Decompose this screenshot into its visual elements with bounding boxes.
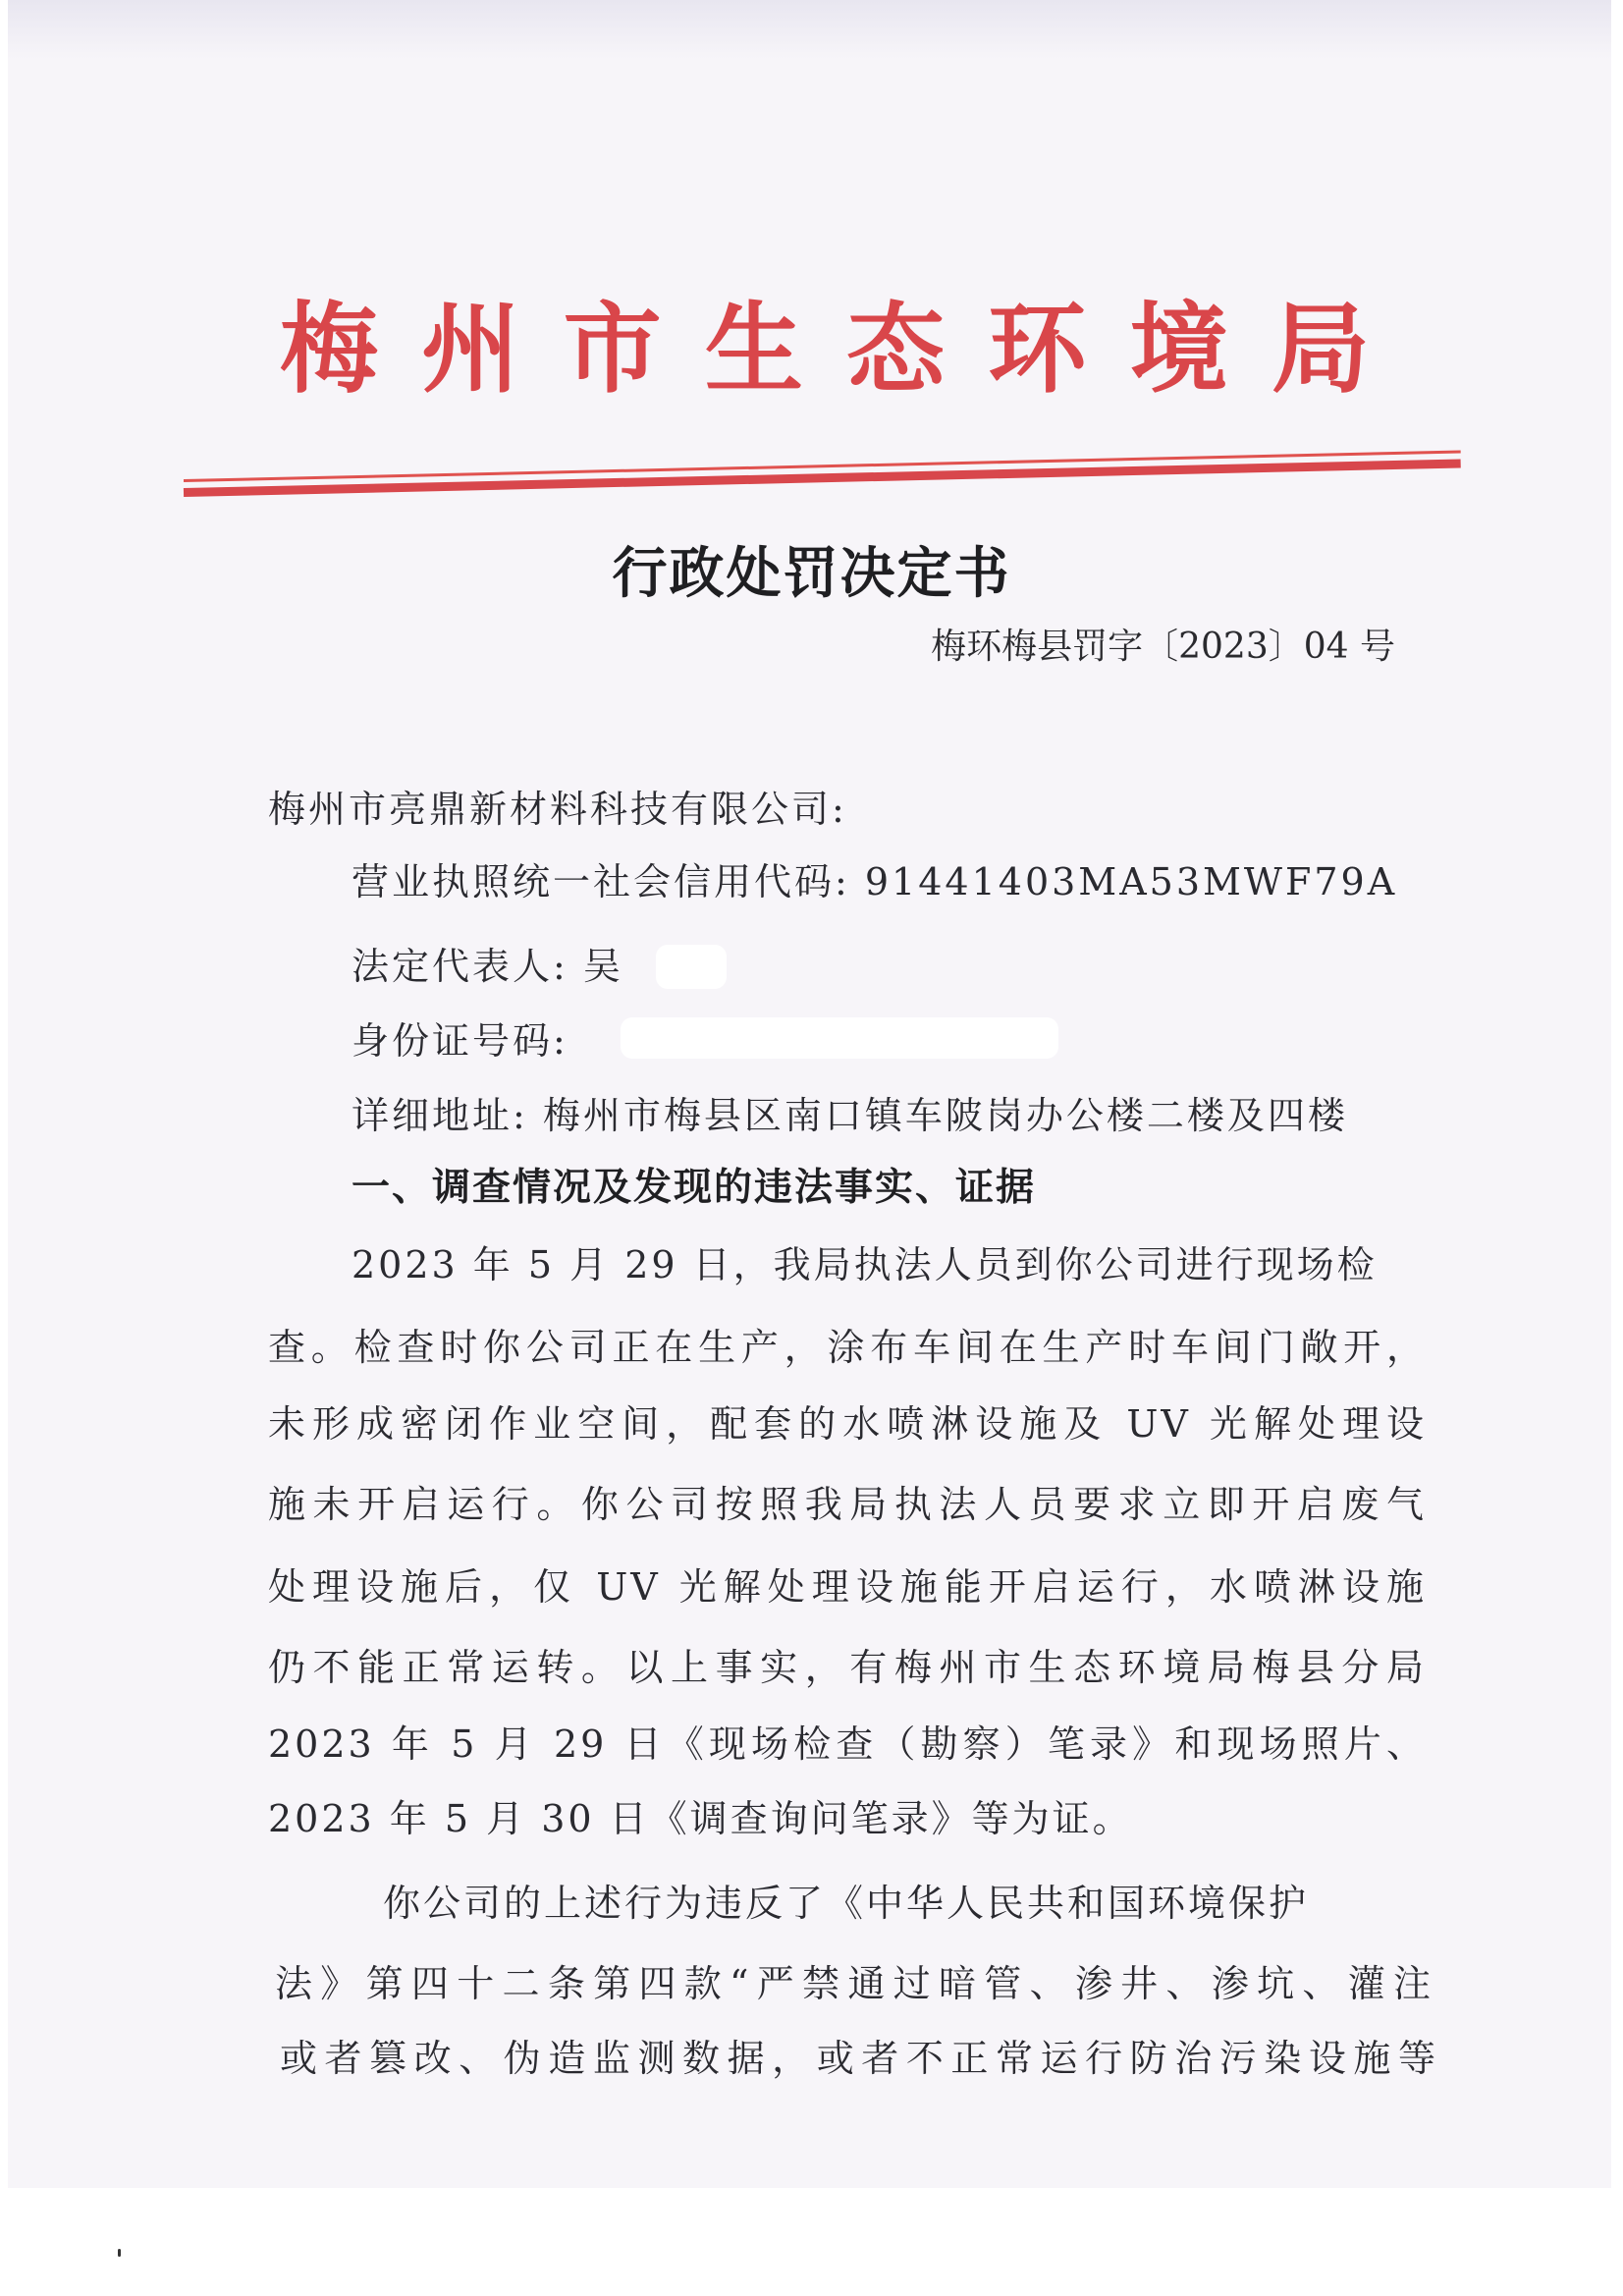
letterhead-char: 梅: [280, 291, 378, 407]
id-number-line: 身份证号码:: [352, 1019, 568, 1063]
recipient-company: 梅州市亮鼎新材料科技有限公司:: [268, 788, 847, 831]
letterhead-char: 境: [1129, 291, 1228, 407]
redaction-id-number: [621, 1017, 1058, 1059]
paragraph-line: 查。检查时你公司正在生产，涂布车间在生产时车间门敞开，: [268, 1326, 1427, 1369]
letterhead-char: 局: [1271, 291, 1370, 407]
scan-edge-top: [0, 0, 1623, 59]
address-line: 详细地址: 梅州市梅县区南口镇车陂岗办公楼二楼及四楼: [352, 1094, 1348, 1137]
paragraph-line: 或者篡改、伪造监测数据，或者不正常运行防治污染设施等: [280, 2037, 1438, 2080]
scan-edge-right: [1611, 0, 1623, 2190]
letterhead-char: 市: [563, 291, 662, 407]
scan-edge-left: [0, 0, 8, 2190]
paragraph-line: 处理设施后，仅 UV 光解处理设施能开启运行，水喷淋设施: [268, 1565, 1427, 1609]
paragraph-line: 施未开启运行。你公司按照我局执法人员要求立即开启废气: [268, 1483, 1427, 1526]
paragraph-line: 未形成密闭作业空间，配套的水喷淋设施及 UV 光解处理设: [268, 1402, 1427, 1446]
letterhead-char: 态: [846, 291, 946, 407]
section-heading-investigation: 一、调查情况及发现的违法事实、证据: [352, 1166, 1037, 1210]
legal-representative-line: 法定代表人: 吴: [352, 945, 623, 988]
redaction-name: [656, 945, 727, 989]
letterhead-char: 生: [704, 291, 803, 407]
letterhead-char: 环: [988, 291, 1087, 407]
paragraph-line: 法》第四十二条第四款“严禁通过暗管、渗井、渗坑、灌注: [275, 1962, 1434, 2005]
letterhead-char: 州: [421, 291, 520, 407]
paragraph-line: 2023 年 5 月 30 日《调查询问笔录》等为证。: [268, 1797, 1133, 1840]
letterhead-agency-name: [280, 285, 1370, 412]
scan-speck: [118, 2249, 121, 2257]
paragraph-line: 仍不能正常运转。以上事实，有梅州市生态环境局梅县分局: [268, 1646, 1427, 1689]
paragraph-line: 2023 年 5 月 29 日，我局执法人员到你公司进行现场检: [352, 1243, 1378, 1286]
document-title: 行政处罚决定书: [612, 542, 1011, 606]
document-number: 梅环梅县罚字〔2023〕04 号: [931, 627, 1395, 667]
paragraph-line: 2023 年 5 月 29 日《现场检查（勘察）笔录》和现场照片、: [268, 1722, 1427, 1766]
scan-edge-bottom: [0, 2188, 1623, 2296]
credit-code-line: 营业执照统一社会信用代码: 91441403MA53MWF79A: [352, 860, 1398, 903]
paragraph-line: 你公司的上述行为违反了《中华人民共和国环境保护: [383, 1882, 1310, 1925]
